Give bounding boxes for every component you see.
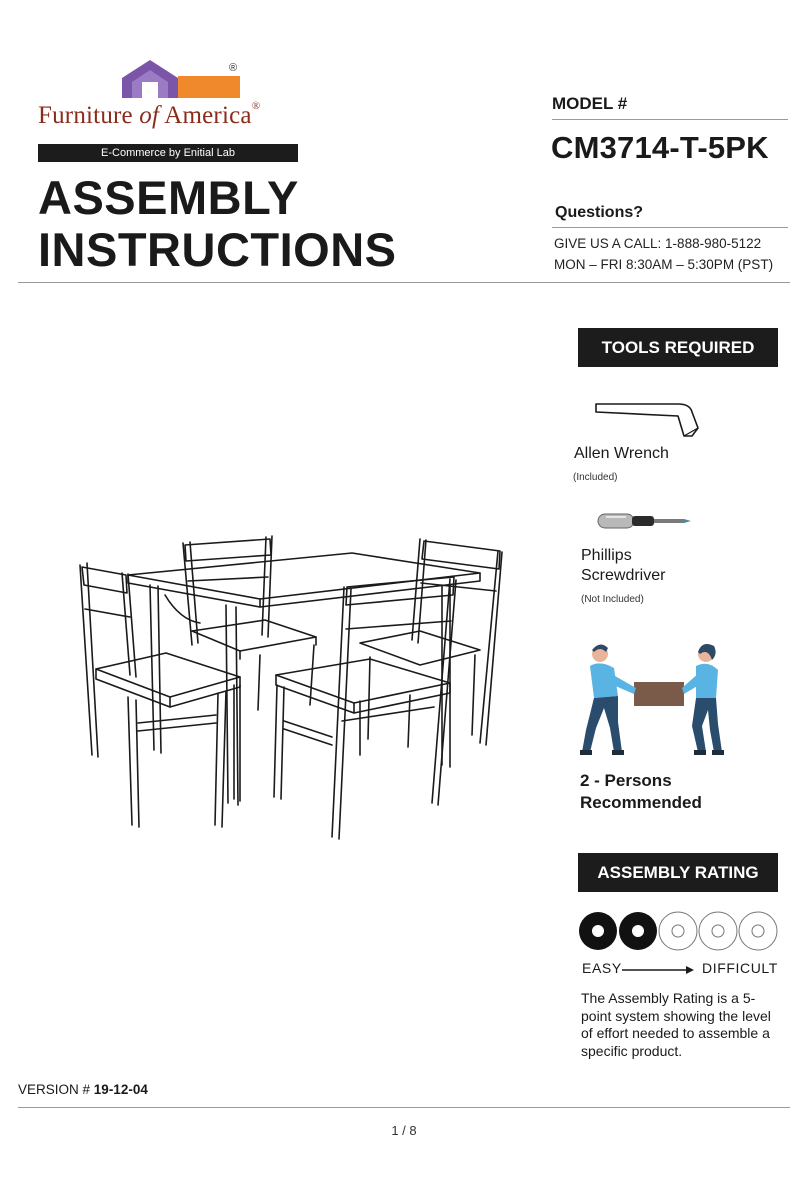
- assembly-rating-circles: [578, 910, 778, 952]
- rating-easy-label: EASY: [582, 960, 622, 976]
- contact-phone: GIVE US A CALL: 1-888-980-5122: [554, 236, 762, 251]
- allen-wrench-icon: [594, 398, 704, 442]
- brand-name: Furniture of America®: [38, 100, 261, 129]
- tools-required-heading: TOOLS REQUIRED: [578, 328, 778, 367]
- two-persons-carrying-icon: [578, 640, 738, 760]
- persons-recommended: 2 - Persons Recommended: [580, 771, 702, 812]
- tool-screwdriver-note: (Not Included): [581, 594, 644, 605]
- model-label: MODEL #: [552, 94, 628, 113]
- contact-hours: MON – FRI 8:30AM – 5:30PM (PST): [554, 257, 774, 272]
- table-drawing: [128, 553, 480, 805]
- questions-heading: Questions?: [555, 204, 644, 221]
- divider: [552, 119, 788, 120]
- rating-difficult-label: DIFFICULT: [702, 960, 778, 976]
- tool-screwdriver-label: Phillips Screwdriver: [581, 547, 666, 584]
- divider: [18, 282, 790, 283]
- chair-back-left-drawing: [183, 536, 272, 645]
- rating-circle-empty: [699, 912, 737, 950]
- rating-description: The Assembly Rating is a 5-point system showing the level of effort needed to assemble a specific product.: [581, 990, 771, 1059]
- rating-circle-filled: [619, 912, 657, 950]
- dining-set-illustration: [70, 525, 510, 845]
- brand-tagline: E-Commerce by Enitial Lab: [38, 144, 298, 162]
- chair-back-right-drawing: [360, 539, 502, 745]
- page-number: 1 / 8: [391, 1123, 417, 1138]
- chair-back-left-seat-drawing: [192, 620, 316, 710]
- rating-circle-filled: [579, 912, 617, 950]
- divider: [552, 227, 788, 228]
- version: VERSION # 19-12-04: [18, 1082, 148, 1097]
- brand-logo-icon: [120, 58, 244, 104]
- chair-front-right-drawing: [274, 577, 456, 839]
- rating-circle-empty: [739, 912, 777, 950]
- document-title: ASSEMBLY INSTRUCTIONS: [38, 171, 397, 276]
- divider: [18, 1107, 790, 1108]
- tool-allen-wrench-note: (Included): [573, 472, 618, 483]
- model-number: CM3714-T-5PK: [551, 130, 769, 165]
- screwdriver-icon: [596, 510, 696, 532]
- registered-mark: ®: [229, 62, 238, 74]
- tool-allen-wrench-label: Allen Wrench: [574, 445, 669, 462]
- assembly-rating-heading: ASSEMBLY RATING: [578, 853, 778, 892]
- rating-circle-empty: [659, 912, 697, 950]
